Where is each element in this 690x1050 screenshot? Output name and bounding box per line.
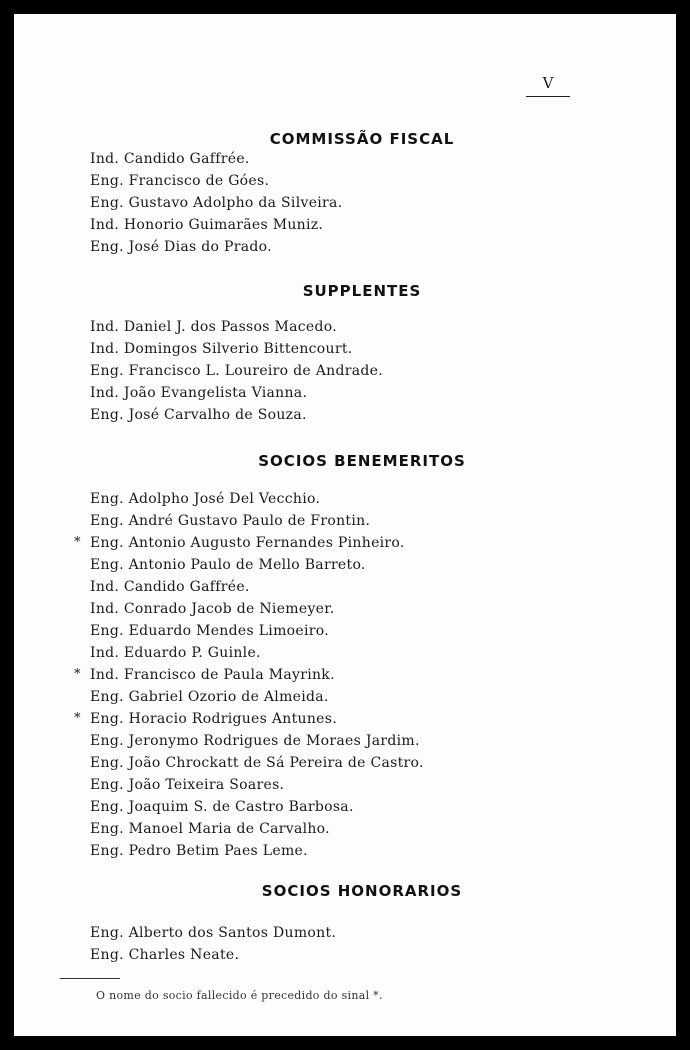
member-entry	[90, 944, 336, 966]
member-name: Ind. Daniel J. dos Passos Macedo.	[90, 319, 338, 335]
section-heading-supplentes	[14, 282, 676, 300]
member-name: Eng. Antonio Augusto Fernandes Pinheiro.	[90, 535, 405, 551]
member-name: Eng. Adolpho José Del Vecchio.	[90, 491, 321, 507]
member-name: Eng. André Gustavo Paulo de Frontin.	[90, 513, 371, 529]
member-entry	[90, 922, 336, 944]
member-name: Eng. José Dias do Prado.	[90, 239, 272, 255]
member-entry	[90, 642, 424, 664]
member-entry	[90, 214, 342, 236]
member-name: Eng. Francisco de Góes.	[90, 173, 270, 189]
member-name: Eng. João Chrockatt de Sá Pereira de Castro.	[90, 755, 424, 771]
footnote-text: O nome do socio fallecido é precedido do sinal *.	[96, 989, 383, 1002]
member-entry	[90, 338, 383, 360]
member-entry	[74, 708, 424, 730]
member-entry	[90, 360, 383, 382]
member-name: Eng. Gabriel Ozorio de Almeida.	[90, 689, 329, 705]
member-entry	[90, 840, 424, 862]
member-entry	[74, 664, 424, 686]
footnote	[14, 988, 676, 1004]
member-name: Ind. Candido Gaffrée.	[90, 151, 250, 167]
member-name: Ind. João Evangelista Vianna.	[90, 385, 308, 401]
section-title: SOCIOS HONORARIOS	[261, 882, 463, 900]
member-list-socios-benemeritos	[74, 488, 424, 862]
member-name: Eng. Jeronymo Rodrigues de Moraes Jardim.	[90, 733, 420, 749]
member-name: Eng. Horacio Rodrigues Antunes.	[90, 711, 337, 727]
section-title: COMMISSÃO FISCAL	[269, 130, 455, 148]
member-entry	[90, 170, 342, 192]
member-name: Eng. Francisco L. Loureiro de Andrade.	[90, 363, 383, 379]
member-entry	[90, 554, 424, 576]
member-entry	[90, 576, 424, 598]
member-entry	[90, 796, 424, 818]
section-heading-commissao-fiscal	[14, 130, 676, 148]
member-entry	[90, 818, 424, 840]
member-entry	[90, 148, 342, 170]
member-entry	[90, 404, 383, 426]
member-name: Eng. José Carvalho de Souza.	[90, 407, 307, 423]
member-list-socios-honorarios	[90, 922, 336, 966]
member-entry	[90, 752, 424, 774]
member-entry	[90, 686, 424, 708]
member-entry	[74, 532, 424, 554]
member-name: Eng. Pedro Betim Paes Leme.	[90, 843, 308, 859]
member-entry	[90, 488, 424, 510]
deceased-marker: *	[74, 711, 81, 726]
member-name: Ind. Francisco de Paula Mayrink.	[90, 667, 335, 683]
document-page	[14, 14, 676, 1036]
member-entry	[90, 382, 383, 404]
member-name: Ind. Conrado Jacob de Niemeyer.	[90, 601, 335, 617]
member-name: Eng. Antonio Paulo de Mello Barreto.	[90, 557, 366, 573]
member-entry	[90, 510, 424, 532]
member-entry	[90, 774, 424, 796]
page-number: V	[526, 74, 570, 97]
section-title: SOCIOS BENEMERITOS	[258, 452, 466, 470]
member-list-supplentes	[90, 316, 383, 426]
member-name: Eng. Eduardo Mendes Limoeiro.	[90, 623, 329, 639]
section-heading-socios-honorarios	[14, 882, 676, 900]
member-entry	[90, 316, 383, 338]
member-name: Eng. Alberto dos Santos Dumont.	[90, 925, 337, 941]
deceased-marker: *	[74, 535, 81, 550]
member-name: Ind. Honorio Guimarães Muniz.	[90, 217, 324, 233]
member-entry	[90, 730, 424, 752]
member-name: Eng. Charles Neate.	[90, 947, 240, 963]
member-name: Eng. Manoel Maria de Carvalho.	[90, 821, 330, 837]
section-heading-socios-benemeritos	[14, 452, 676, 470]
member-entry	[90, 598, 424, 620]
member-name: Ind. Eduardo P. Guinle.	[90, 645, 261, 661]
member-name: Eng. Gustavo Adolpho da Silveira.	[90, 195, 343, 211]
member-entry	[90, 192, 342, 214]
member-list-commissao-fiscal	[90, 148, 342, 258]
member-entry	[90, 620, 424, 642]
member-name: Ind. Candido Gaffrée.	[90, 579, 250, 595]
member-name: Eng. João Teixeira Soares.	[90, 777, 285, 793]
footnote-rule	[60, 978, 120, 979]
deceased-marker: *	[74, 667, 81, 682]
section-title: SUPPLENTES	[302, 282, 422, 300]
member-entry	[90, 236, 342, 258]
member-name: Eng. Joaquim S. de Castro Barbosa.	[90, 799, 354, 815]
member-name: Ind. Domingos Silverio Bittencourt.	[90, 341, 353, 357]
